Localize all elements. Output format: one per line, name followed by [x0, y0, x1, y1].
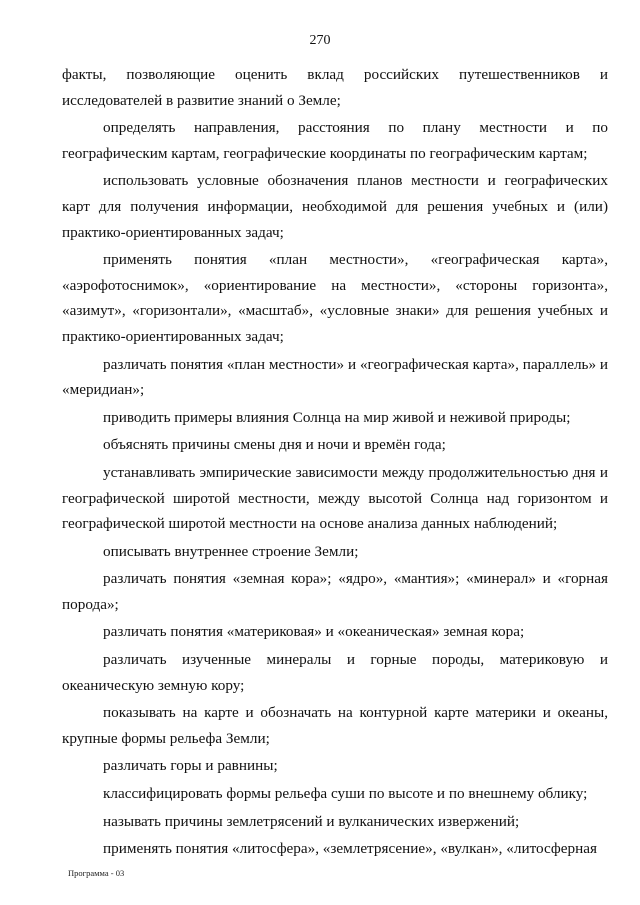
paragraph: факты, позволяющие оценить вклад российских путешественников и исследователей в развитие знаний о Земле; [62, 66, 608, 109]
paragraph: различать понятия «план местности» и «географическая карта», параллель» и «меридиан»; [62, 355, 608, 399]
paragraph: применять понятия «план местности», «географическая карта», «аэрофотоснимок», «ориентирование на местности», «стороны горизонта», «азимут», «горизонтали», «масштаб», «условные знаки» для решения учебных и практико-ориентированных задач; [62, 251, 608, 345]
footer-label: Программа - 03 [68, 868, 125, 878]
paragraph: применять понятия «литосфера», «землетрясение», «вулкан», «литосферная [103, 840, 597, 858]
paragraph: приводить примеры влияния Солнца на мир живой и неживой природы; [103, 408, 571, 426]
paragraph: классифицировать формы рельефа суши по высоте и по внешнему облику; [103, 785, 588, 803]
paragraph: определять направления, расстояния по плану местности и по географическим картам, географические координаты по географическим картам; [62, 119, 608, 162]
paragraph: называть причины землетрясений и вулканических извержений; [103, 812, 520, 830]
paragraph: различать понятия «земная кора»; «ядро», «мантия»; «минерал» и «горная порода»; [62, 570, 608, 613]
paragraph: описывать внутреннее строение Земли; [103, 542, 359, 560]
paragraph: различать понятия «материковая» и «океаническая» земная кора; [103, 623, 525, 641]
paragraph: различать горы и равнины; [103, 757, 278, 775]
paragraph: устанавливать эмпирические зависимости между продолжительностью дня и географической широтой местности, между высотой Солнца над горизонтом и географической широтой местности на основе анализа данных наблюдений; [62, 463, 608, 533]
paragraph: показывать на карте и обозначать на контурной карте материки и океаны, крупные формы рельефа Земли; [62, 704, 608, 747]
body-text [62, 62, 608, 864]
paragraph: объяснять причины смены дня и ночи и времён года; [103, 436, 446, 454]
paragraph: использовать условные обозначения планов местности и географических карт для получения информации, необходимой для решения учебных и (или) практико-ориентированных задач; [62, 172, 608, 241]
page-number: 270 [309, 33, 331, 48]
paragraph: различать изученные минералы и горные породы, материковую и океаническую земную кору; [62, 651, 608, 694]
